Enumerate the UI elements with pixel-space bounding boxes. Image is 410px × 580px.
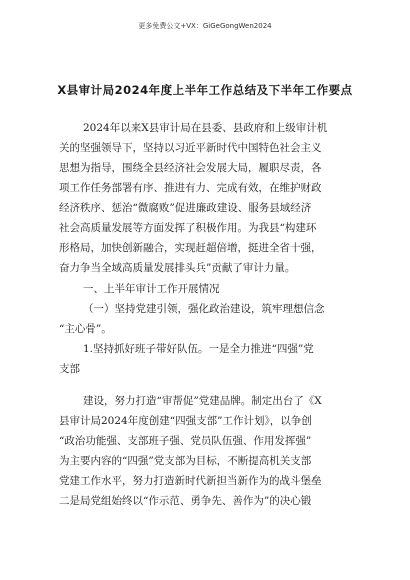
paragraph-line: 项工作任务部署有序、推进有力、完成有效，在维护财政 xyxy=(59,182,322,194)
paragraph-line: 形格局，加快创新融合，实现赶超倍增，挺进全省十强， xyxy=(59,242,322,254)
paragraph-line: 经济秩序、惩治“微腐败”促进廉政建设、服务县域经济 xyxy=(59,202,312,214)
paragraph-line: 建设，努力打造“审帮促”党建品牌。制定出台了《X xyxy=(83,395,322,407)
document-title: X县审计局2024年度上半年工作总结及下半年工作要点 xyxy=(57,83,353,97)
paragraph-line: 思想为指导，围绕全县经济社会发展大局，履职尽责，各 xyxy=(59,162,322,174)
paragraph-line: 社会高质量发展等方面发挥了积极作用。为我县“构建环 xyxy=(59,222,317,234)
paragraph-line: 二是局党组始终以“作示范、勇争先、善作为”的决心锻 xyxy=(59,495,312,507)
paragraph-line: 党建工作水平，努力打造新时代新担当新作为的战斗堡垒 xyxy=(59,475,322,487)
paragraph-line: 关的坚强领导下，坚持以习近平新时代中国特色社会主义 xyxy=(59,142,322,154)
paragraph-line: 支部 xyxy=(59,363,80,375)
paragraph-line: 1.坚持抓好班子带好队伍。一是全力推进“四强”党 xyxy=(83,343,314,355)
paragraph-line: 2024年以来X县审计局在县委、县政府和上级审计机 xyxy=(83,122,328,134)
paragraph-line: 奋力争当全域高质量发展排头兵”贡献了审计力量。 xyxy=(59,262,296,274)
page-header-note: 更多免费公文+VX：GiGeGongWen2024 xyxy=(138,22,272,30)
section-heading: 一、上半年审计工作开展情况 xyxy=(83,283,220,295)
paragraph-line: “政治功能强、支部班子强、党员队伍强、作用发挥强” xyxy=(59,435,312,447)
paragraph-line: 县审计局2024年度创建“四强支部”工作计划》，以争创 xyxy=(59,415,312,427)
subsection-heading-cont: “主心骨”。 xyxy=(59,323,112,335)
paragraph-line: 为主要内容的“四强”党支部为目标，不断提高机关支部 xyxy=(59,455,312,467)
subsection-heading: （一）坚持党建引领，强化政治建设，筑牢理想信念 xyxy=(83,303,325,315)
